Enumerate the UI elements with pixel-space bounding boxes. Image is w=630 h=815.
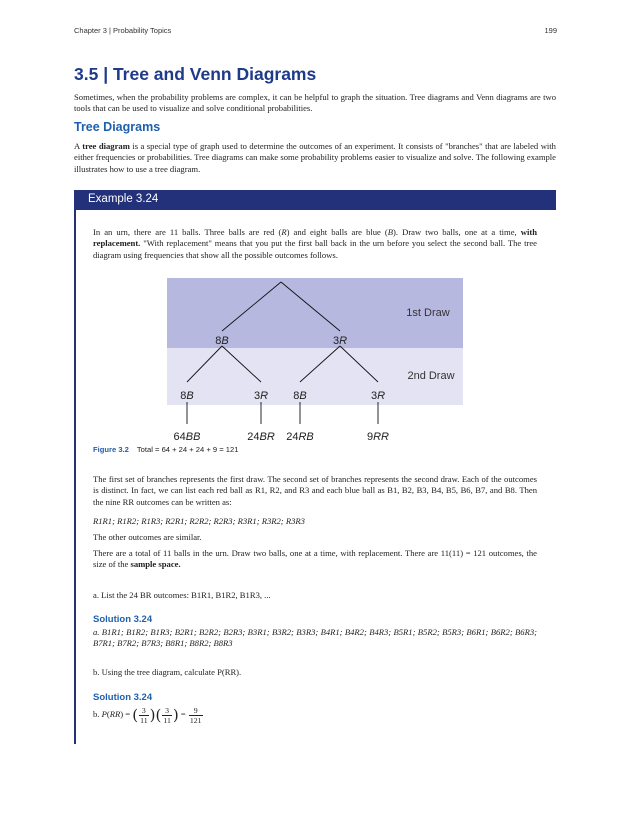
solution-b-formula: b. P(RR) = ( $\frac{3}{11}$ )( $\frac{3}{11}$ ) = $\frac{9}{121}$ (93, 705, 202, 725)
node-second-red-1: 3R (253, 390, 269, 402)
term-tree-diagram: tree diagram (82, 141, 130, 151)
branches-explanation-paragraph: The first set of branches represents the first draw. The second set of branches represents the second draw. Each of the outcomes is distinct. In fact, we can list each red ball as R1, R2, and R3 and each blue ball as B1, B2, B3, B4, B5, B6, B7, and B8. Then the nine RR outcomes can be written as: (93, 474, 537, 507)
section-title: 3.5 | Tree and Venn Diagrams (74, 64, 317, 84)
tree-diagram (160, 276, 470, 444)
second-draw-label: 2nd Draw (407, 370, 455, 382)
question-a: a. List the 24 BR outcomes: B1R1, B1R2, B1R3, ... (93, 590, 271, 600)
first-draw-label: 1st Draw (406, 307, 450, 319)
running-header: Chapter 3 | Probability Topics (74, 26, 172, 35)
figure-caption (93, 445, 238, 454)
solution-a-text: a. B1R1; B1R2; B1R3; B2R1; B2R2; B2R3; B3R1; B3R2; B3R3; B4R1; B4R2; B4R3; B5R1; B5R2; B5R3; B6R1; B6R2; B6R3; B7R1; B7R2; B7R3; B8R1; B8R2; B8R3 (93, 627, 537, 649)
rr-outcomes-list: R1R1; R1R2; R1R3; R2R1; R2R2; R2R3; R3R1; R3R2; R3R3 (93, 516, 305, 526)
intro-paragraph: Sometimes, when the probability problems are complex, it can be helpful to graph the situation. Tree diagrams and Venn diagrams are two tools that can be used to visualize and solve conditional probabilities. (74, 92, 556, 114)
term-sample-space: sample space. (130, 559, 181, 570)
figure-number: Figure 3.2 (93, 445, 129, 454)
figure-caption-text: Total = 64 + 24 + 24 + 9 = 121 (136, 445, 239, 454)
node-first-red: 3R (332, 335, 348, 347)
fraction-3-over-11-a: $\frac{3}{11}$ (140, 705, 148, 725)
sample-space-paragraph: There are a total of 11 balls in the urn. Draw two balls, one at a time, with replacement. There are 11(11) = 121 outcomes, the size of the sample space. (93, 548, 537, 570)
leaf-rr: 9RR (366, 431, 390, 443)
example-header-bar (74, 190, 556, 210)
fraction-3-over-11-b: $\frac{3}{11}$ (163, 705, 171, 725)
tree-definition-paragraph: A tree diagram is a special type of graph used to determine the outcomes of an experiment. It consists of "branches" that are labeled with either frequencies or probabilities. Tree diagrams can make some probability problems easier to visualize and solve. The following example illustrates how to use a tree diagram. (74, 141, 556, 174)
example-title: Example 3.24 (88, 193, 159, 205)
fraction-9-over-121: $\frac{9}{121}$ (189, 705, 202, 725)
leaf-br: 24BR (247, 431, 275, 443)
node-first-blue: 8B (215, 335, 229, 347)
solution-b-title: Solution 3.24 (93, 692, 153, 703)
node-second-blue-1: 8B (180, 390, 194, 402)
example-intro-paragraph: In an urn, there are 11 balls. Three balls are red (R) and eight balls are blue (B). Draw two balls, one at a time, with replacement. "With replacement" means that you put the first ball back in the urn before you select the second ball. The tree diagram using frequencies that show all the possible outcomes follows. (93, 227, 538, 260)
solution-a-title: Solution 3.24 (93, 614, 153, 625)
leaf-rb: 24RB (286, 431, 314, 443)
leaf-bb: 64BB (173, 431, 201, 443)
node-second-red-2: 3R (370, 390, 386, 402)
page-number: 199 (544, 26, 557, 35)
other-outcomes-note: The other outcomes are similar. (93, 532, 202, 542)
example-left-rule (74, 210, 76, 744)
question-b: b. Using the tree diagram, calculate P(RR). (93, 667, 242, 677)
subsection-title: Tree Diagrams (74, 120, 161, 134)
node-second-blue-2: 8B (293, 390, 307, 402)
